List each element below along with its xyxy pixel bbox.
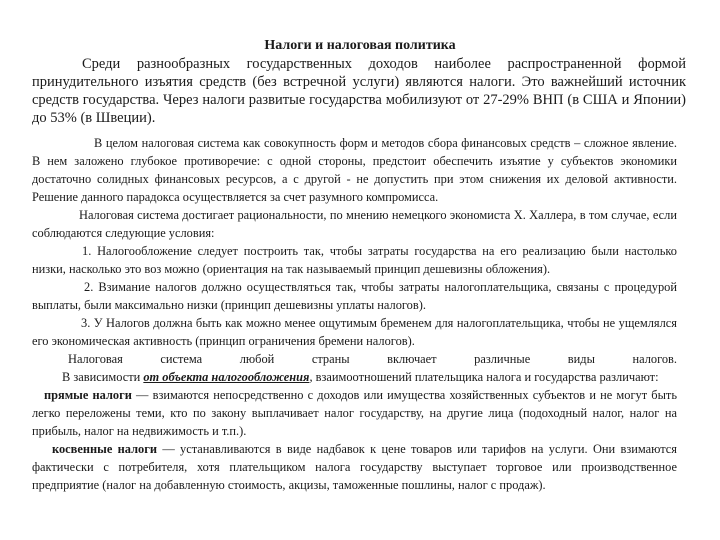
document-title: Налоги и налоговая политика <box>264 38 456 53</box>
condition-3: 3. У Налогов должна быть как можно менее ощутимым бременем для налогоплательщика, чтобы не ущемлялся его экономическая активность (принцип ограничения бремени налогов). <box>32 316 677 348</box>
indirect-taxes-text: — устанавливаются в виде надбавок к цене товаров или тарифов на услуги. Они взимаются фактически с потребителя, хотя плательщиком налога государству выступает торговое или производственное предприятие (налог на добавленную стоимость, акцизы, таможенные пошлины, налог с продаж). <box>32 442 677 492</box>
lead-text: Среди разнообразных государственных доходов наиболее распространенной формой принудительного изъятия средств (без встречной услуги) являются налоги. Это важнейший источник средств государства. Через налоги развитые государства мобилизуют от 27-29% ВНП (в США и Японии) до 53% (в Швеции). <box>32 56 686 126</box>
paragraph-haller: Налоговая система достигает рациональности, по мнению немецкого экономиста Х. Халлера, в том случае, если соблюдаются следующие условия: <box>32 208 677 240</box>
paragraph-indirect-taxes <box>32 440 677 494</box>
paragraph-classification <box>32 368 677 386</box>
lead-paragraph <box>32 55 686 127</box>
condition-1: 1. Налогообложение следует построить так, чтобы затраты государства на его реализацию были настолько низки, насколько это воз можно (ориентация на так называемый принцип дешевизны обложения). <box>32 244 677 276</box>
paragraph-tax-types: Налоговая система любой страны включает различные виды налогов. <box>68 352 677 366</box>
indirect-taxes-term: косвенные налоги <box>52 442 157 456</box>
classification-text-before: В зависимости <box>62 370 144 384</box>
direct-taxes-text: — взимаются непосредственно с доходов или имущества хозяйственных субъектов и не могут быть легко переложены теми, кто по закону выплачивает налог государству, на другие лица (подоходный налог, налог на прибыль, налог на недвижимость и т.п.). <box>32 388 677 438</box>
paragraph-direct-taxes <box>32 386 677 440</box>
classification-emphasis: от объекта налогообложения <box>143 370 310 384</box>
condition-2: 2. Взимание налогов должно осуществляться так, чтобы затраты налогоплательщика, связаны с процедурой выплаты, были максимально низки (принцип дешевизны уплаты налогов). <box>32 280 677 312</box>
classification-text-after: , взаимоотношений плательщика налога и государства различают: <box>309 370 659 384</box>
paragraph-tax-system: В целом налоговая система как совокупность форм и методов сбора финансовых средств – сложное явление. В нем заложено глубокое противоречие: с одной стороны, предстоит обеспечить изъятие у субъектов экономики достаточно солидных финансовых ресурсов, а с другой - не допустить при этом снижения их деловой активности. Решение данного парадокса осуществляется за счет разумного компромисса. <box>32 136 677 204</box>
direct-taxes-term: прямые налоги <box>44 388 132 402</box>
document-body <box>32 134 677 494</box>
